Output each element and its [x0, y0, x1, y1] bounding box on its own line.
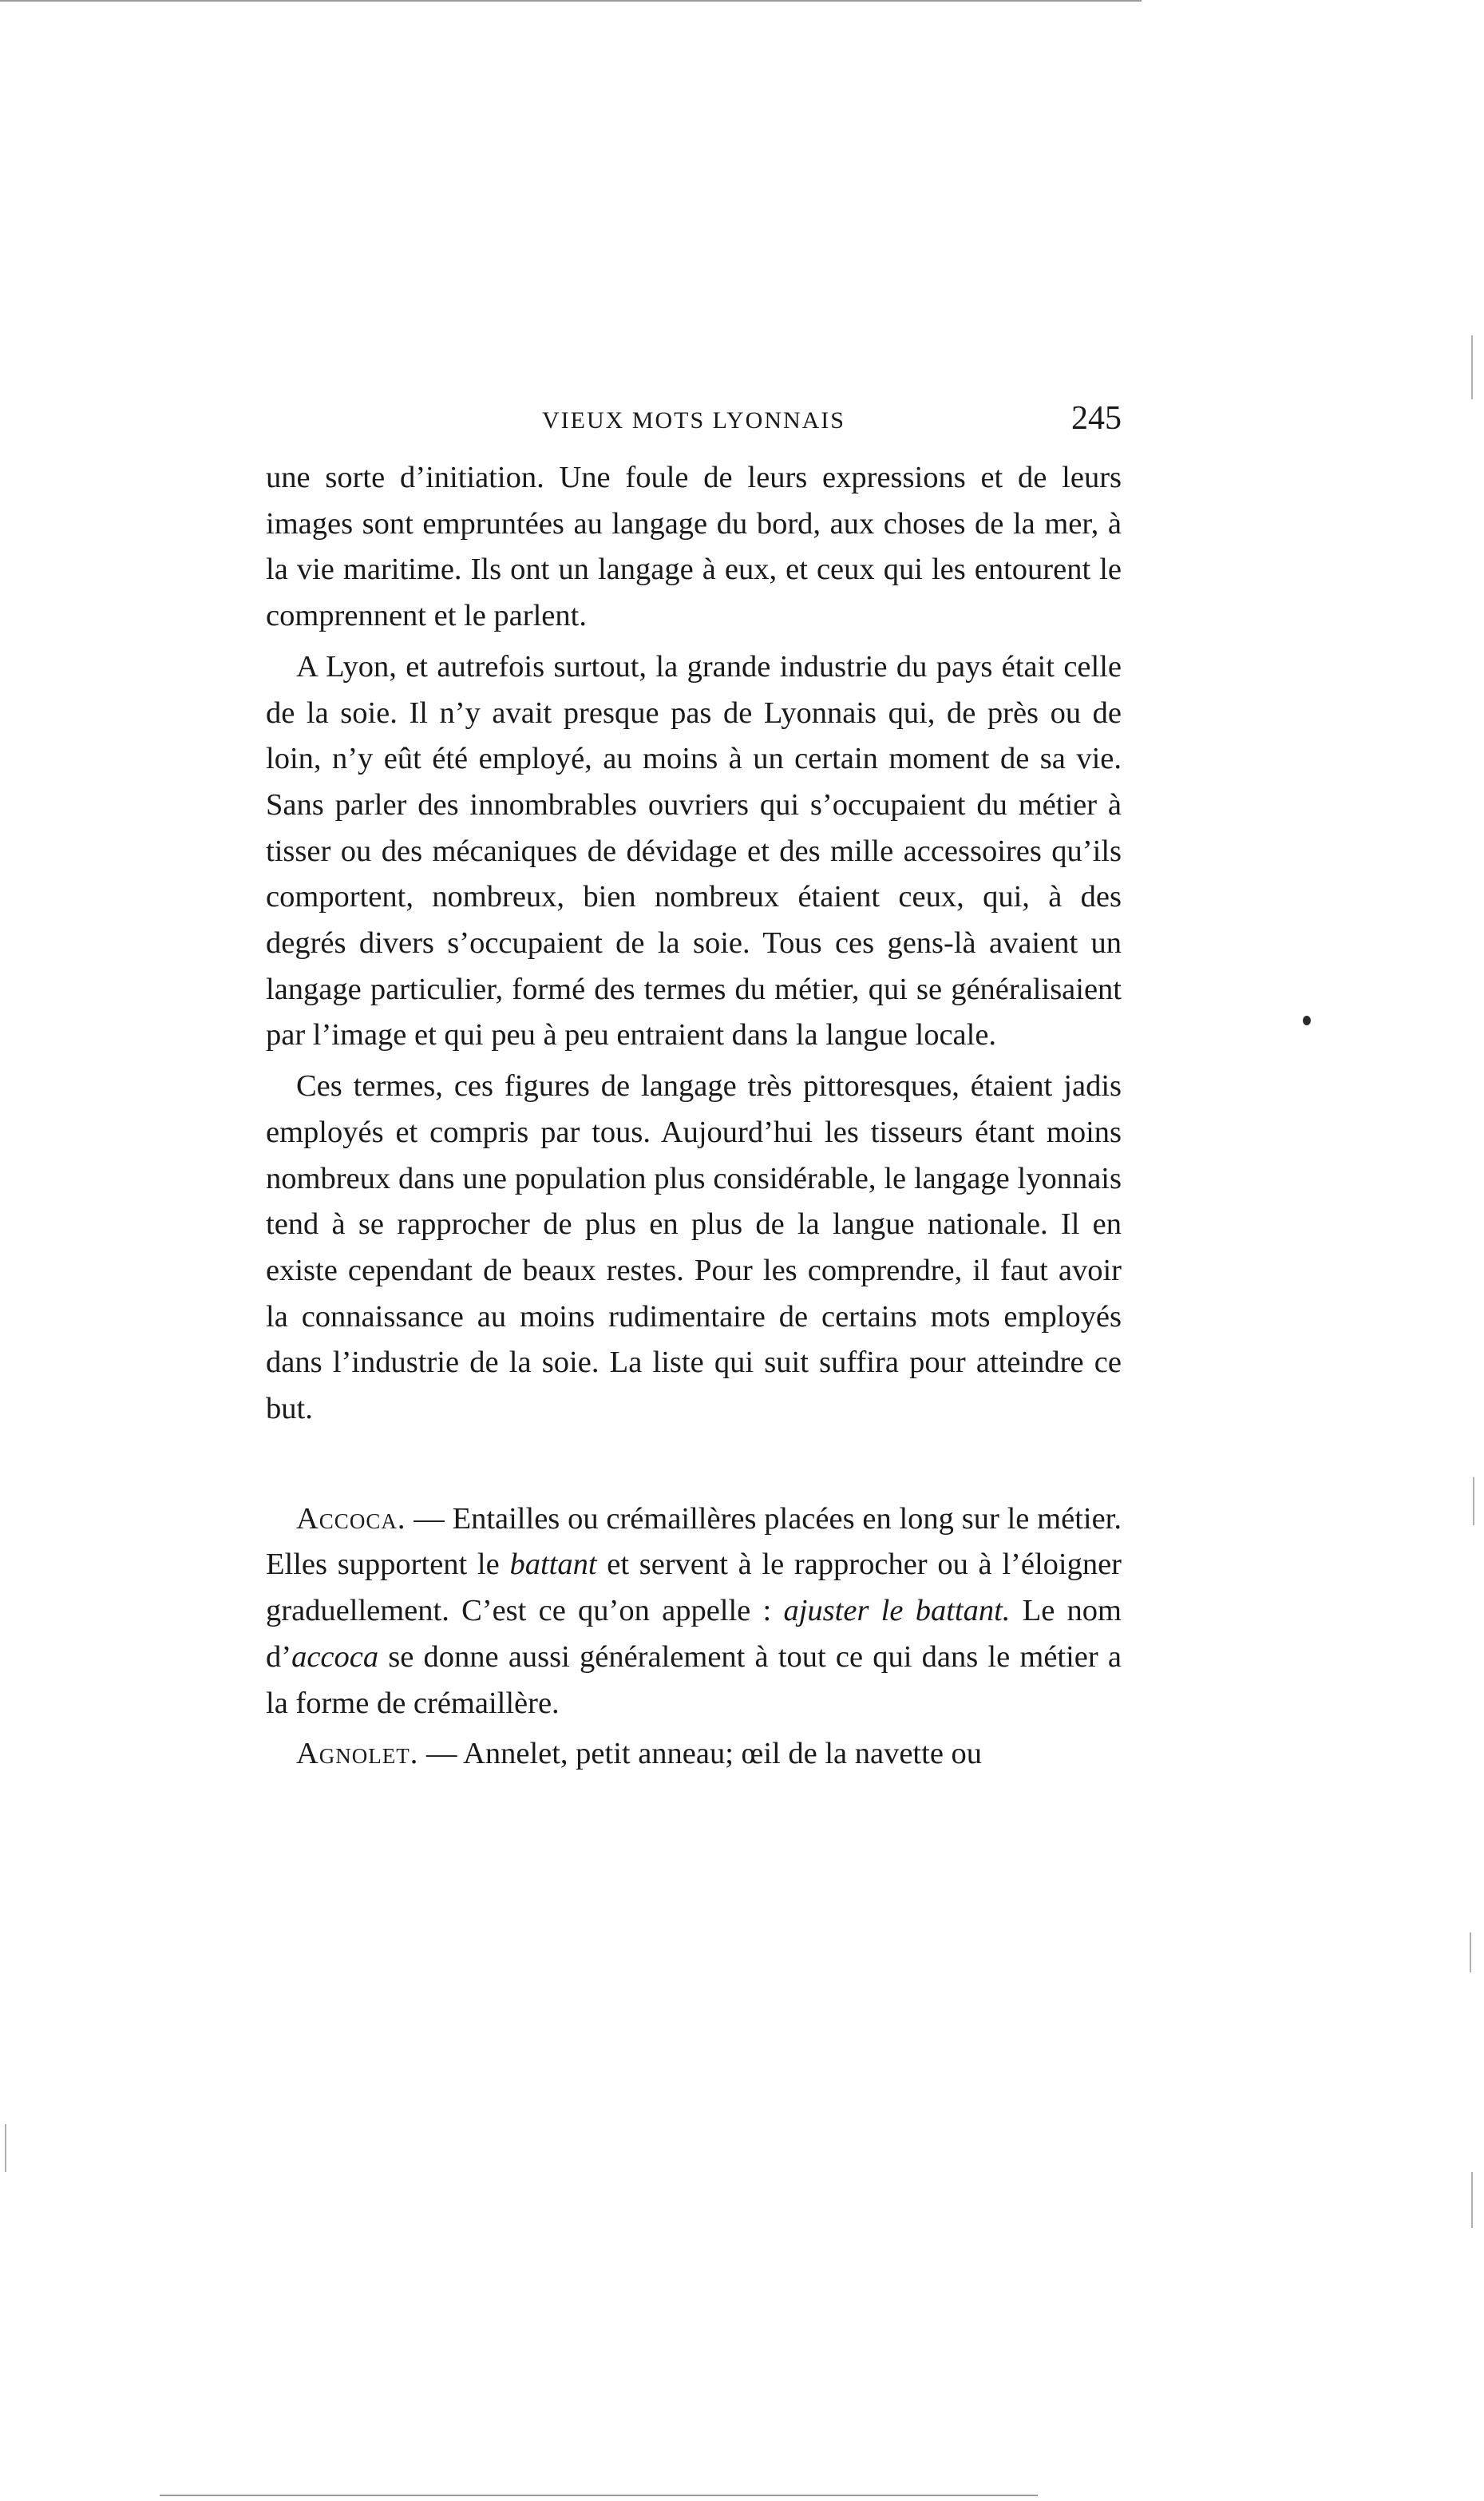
entry-dash: — [406, 1501, 453, 1536]
entry-text: Le nom d’ [266, 1594, 1122, 1674]
scan-edge-mark [1471, 2172, 1473, 2228]
running-header [266, 399, 1122, 447]
paragraph-continued: une sorte d’initiation. Une foule de leurs expressions et de leurs images sont empruntées au langage du bord, aux choses de la mer, à la vie maritime. Ils ont un langage à eux, et ceux qui les entourent le comprennent et le parlent. [266, 461, 1122, 633]
glossary-entry-agnolet [266, 1731, 1122, 1778]
body-text [266, 455, 1122, 1433]
scan-edge-mark [1471, 335, 1473, 399]
entry-term: Agnolet. [296, 1737, 419, 1771]
entry-text: Entailles ou crémaillères placées en long sur le métier. Elles supportent le [266, 1501, 1122, 1582]
entry-dash: — [418, 1737, 464, 1771]
scan-top-rule [0, 0, 1142, 2]
paragraph-silk-industry: A Lyon, et autrefois surtout, la grande industrie du pays était celle de la soie. Il n’y avait presque pas de Lyonnais qui, de près ou de loin, n’y eût été employé, au moins à un certain moment de sa vie. Sans parler des innombrables ouvriers qui s’occupaient du métier à tisser ou des mécaniques de dévidage et des mille accessoires qu’ils comportent, nombreux, bien nombreux étaient ceux, qui, à des degrés divers s’occupaient de la soie. Tous ces gens-là avaient un langage particulier, formé des termes du métier, qui se généralisaient par l’image et qui peu à peu entraient dans la langue locale. [266, 649, 1122, 1052]
entry-text: et servent à le rapprocher ou à l’éloigner graduellement. C’est ce qu’on appelle : [266, 1548, 1122, 1628]
entry-italic-term: accoca [291, 1639, 379, 1674]
page-number: 245 [1071, 400, 1122, 437]
entry-term: Accoca. [296, 1501, 406, 1536]
entry-italic-term: ajuster le battant. [783, 1594, 1011, 1628]
running-title: VIEUX MOTS LYONNAIS [542, 407, 845, 434]
entry-text: Annelet, petit anneau; œil de la navette ou [463, 1737, 983, 1771]
entry-text: se donne aussi généralement à tout ce qui dans le métier a la forme de crémaillère. [266, 1639, 1122, 1720]
scan-edge-mark [1473, 1477, 1474, 1525]
paragraph-language: Ces termes, ces figures de langage très pittoresques, étaient jadis employés et compris par tous. Aujourd’hui les tisseurs étant moins nombreux dans une population plus considérable, le langage lyonnais tend à se rapprocher de plus en plus de la langue nationale. Il en existe cependant de beaux restes. Pour les comprendre, il faut avoir la connaissance au moins rudimentaire de certains mots employés dans l’industrie de la soie. La liste qui suit suffira pour atteindre ce but. [266, 1069, 1122, 1426]
glossary-entries [266, 1496, 1122, 1778]
scan-edge-mark [5, 2124, 6, 2172]
book-page [266, 399, 1122, 1778]
scan-bottom-rule [160, 2495, 1038, 2496]
glossary-entry-accoca [266, 1496, 1122, 1727]
ink-speck [1303, 1016, 1311, 1025]
entry-italic-term: battant [509, 1548, 597, 1582]
scan-edge-mark [1470, 1932, 1471, 1972]
